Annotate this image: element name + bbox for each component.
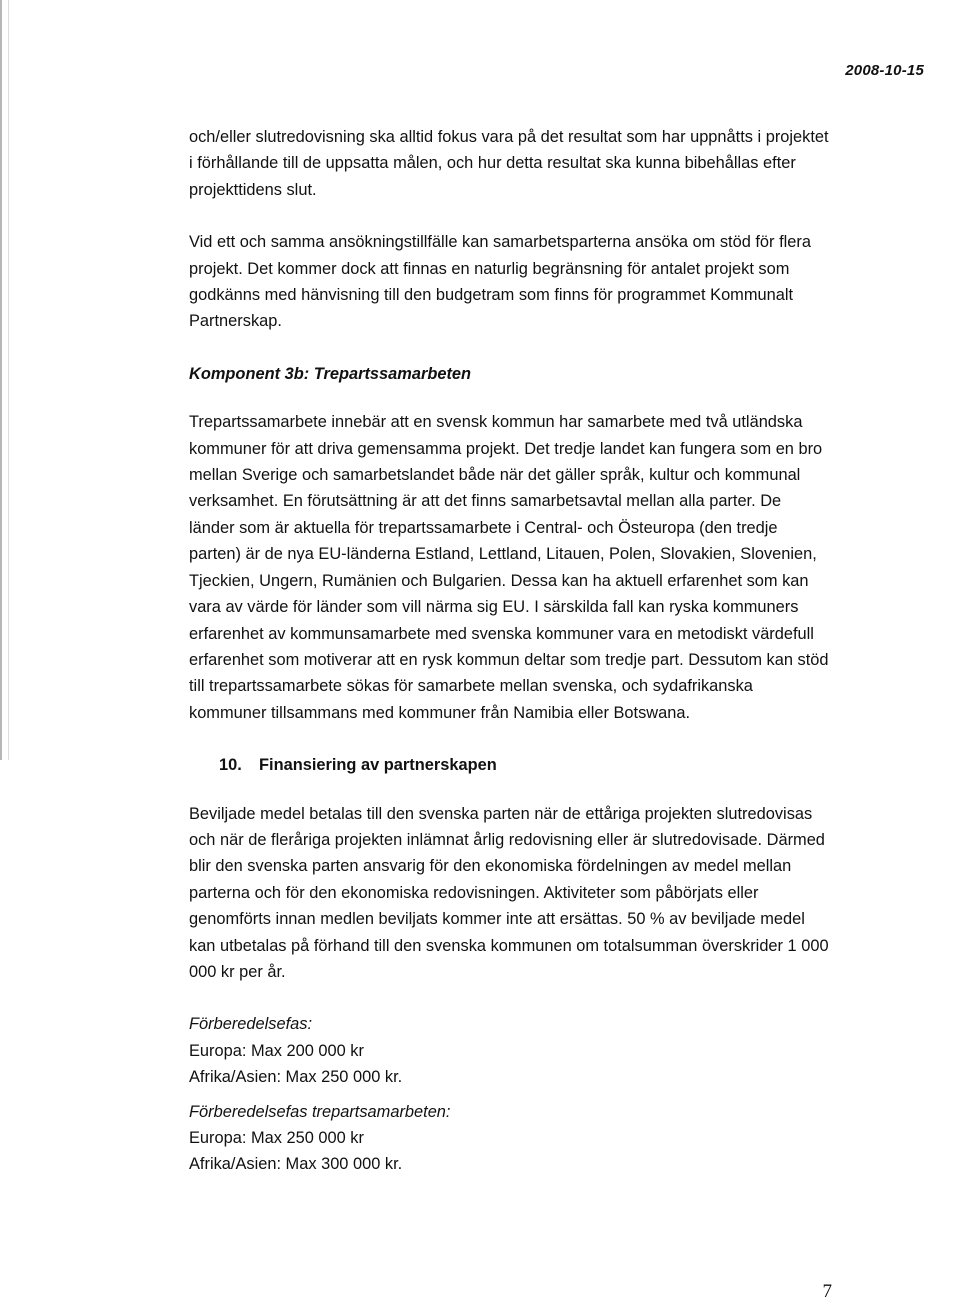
component-3b-heading: Komponent 3b: Trepartssamarbeten <box>189 364 472 383</box>
paragraph-reporting-focus: och/eller slutredovisning ska alltid fokus vara på det resultat som har uppnåtts i projektet i förhållande till de uppsatta målen, och hur detta resultat ska kunna bibehållas efter projekttidens slut. <box>189 128 829 199</box>
section-10-heading <box>189 752 829 778</box>
section-10-body: Beviljade medel betalas till den svenska parten när de ettåriga projekten slutredovisas och när de fleråriga projekten inlämnat årlig redovisning eller är slutredovisade. Därmed blir den svenska parten ansvarig för den ekonomiska fördelningen av medel mellan parterna och för den ekonomiska redovisningen. Aktiviteter som påbörjats eller genomförts innan medlen beviljats kommer inte att ersättas. 50 % av beviljade medel kan utbetalas på förhand till den svenska kommunen om totalsumman överskrider 1 000 000 kr per år. <box>189 804 829 981</box>
trilateral-africa-asia: Afrika/Asien: Max 300 000 kr. <box>189 1155 403 1174</box>
trilateral-europe: Europa: Max 250 000 kr <box>189 1129 364 1147</box>
preparation-europe: Europa: Max 200 000 kr <box>189 1041 364 1060</box>
header-date: 2008-10-15 <box>845 62 924 79</box>
preparation-phase-label: Förberedelsefas: <box>189 1015 312 1034</box>
scan-edge-line <box>0 0 9 760</box>
preparation-africa-asia: Afrika/Asien: Max 250 000 kr. <box>189 1068 403 1087</box>
section-10-number: 10. <box>219 756 242 775</box>
page-number: 7 <box>822 1281 832 1302</box>
trilateral-preparation-label: Förberedelsefas trepartsamarbeten: <box>189 1102 451 1121</box>
paragraph-multiple-projects: Vid ett och samma ansökningstillfälle kan samarbetsparterna ansöka om stöd för flera projekt. Det kommer dock att finnas en naturlig begränsning för antalet projekt som godkänns med hänvisning till den budgetram som finns för programmet Kommunalt Partnerskap. <box>189 233 811 331</box>
section-10-title: Finansiering av partnerskapen <box>259 756 497 775</box>
component-3b-body: Trepartssamarbete innebär att en svensk kommun har samarbete med två utländska kommuner för att driva gemensamma projekt. Det tredje landet kan fungera som en bro mellan Sverige och samarbetslandet både när det gäller språk, kultur och kommunal verksamhet. En förutsättning är att det finns samarbetsavtal mellan alla parter. De länder som är aktuella för trepartssamarbete i Central- och Östeuropa (den tredje parten) är de nya EU-länderna Estland, Lettland, Litauen, Polen, Slovakien, Slovenien, Tjeckien, Ungern, Rumänien och Bulgarien. Dessa kan ha aktuell erfarenhet som kan vara av värde för länder som vill närma sig EU. I särskilda fall kan ryska kommuners erfarenhet av kommunsamarbete med svenska kommuner vara en metodiskt värdefull erfarenhet som motiverar att en rysk kommun deltar som tredje part. Dessutom kan stöd till trepartssamarbete sökas för samarbete mellan svenska, och sydafrikanska kommuner tillsammans med kommuner från Namibia eller Botswana. <box>189 413 829 722</box>
document-body <box>189 124 829 1178</box>
